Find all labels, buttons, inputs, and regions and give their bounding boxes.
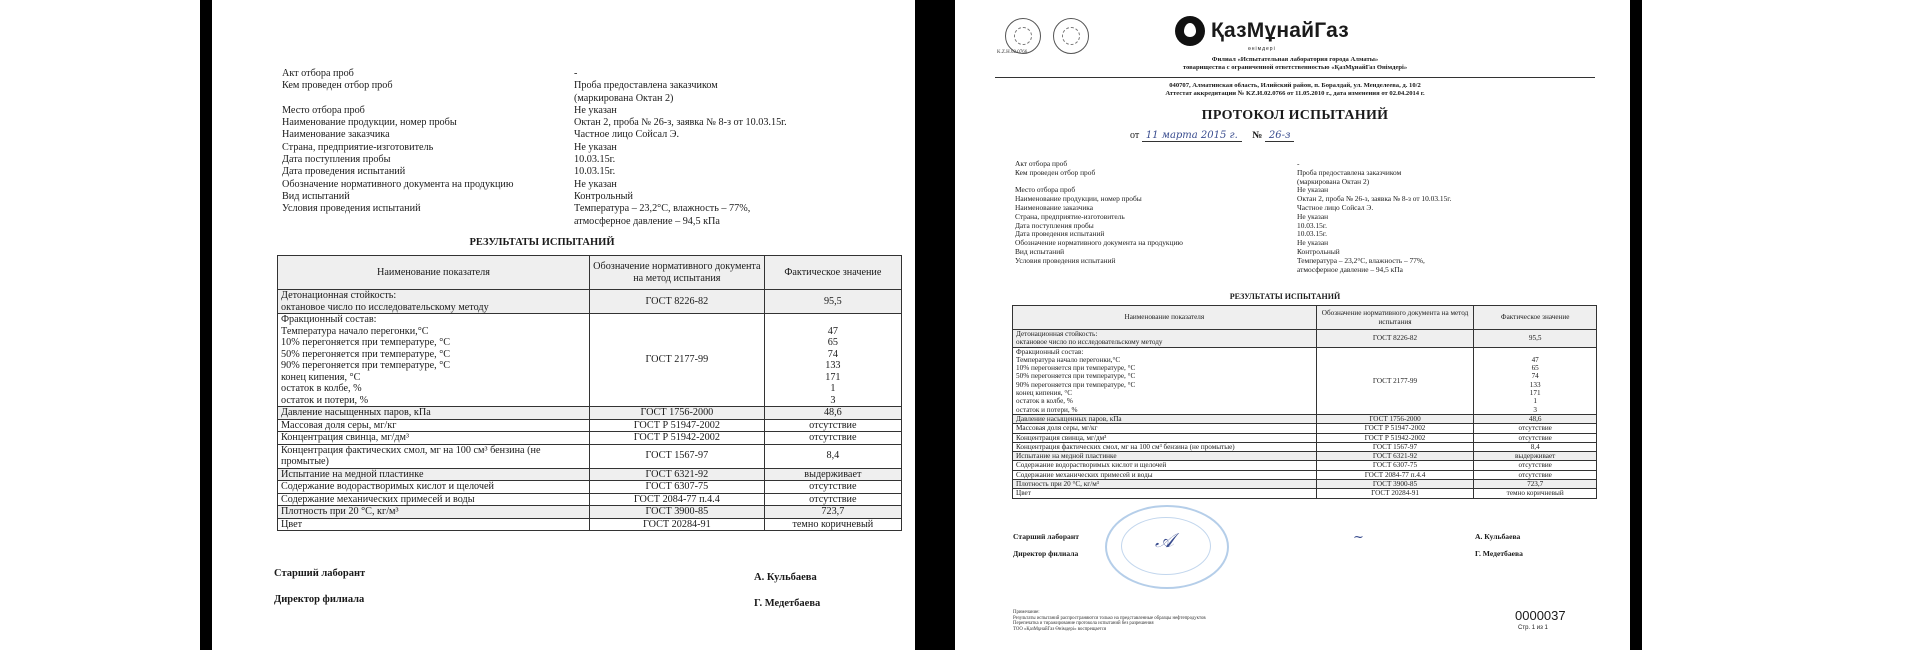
info-value: 10.03.15г. xyxy=(574,166,616,178)
organization-line: Филиал «Испытательная лаборатория города Алматы» xyxy=(1211,56,1379,63)
param-name: остаток в колбе, % xyxy=(281,383,362,394)
info-label: Обозначение нормативного документа на продукцию xyxy=(282,178,514,190)
footnote-line: Примечание: xyxy=(1013,610,1040,615)
info-label: Наименование продукции, номер пробы xyxy=(1015,194,1142,204)
table-row xyxy=(1013,424,1597,433)
param-name: 90% перегоняется при температуре, °С xyxy=(281,360,451,371)
param-name: Давление насыщенных паров, кПа xyxy=(1013,414,1317,423)
value-cell: 1 xyxy=(830,383,836,394)
param-name: остаток и потери, % xyxy=(281,394,369,406)
info-label: Дата проведения испытаний xyxy=(1015,229,1105,239)
value-cell: 723,7 xyxy=(764,506,901,519)
method-cell: ГОСТ 3900-85 xyxy=(590,506,765,519)
param-name: октановое число по исследовательскому методу xyxy=(281,301,489,313)
drop-logo-icon xyxy=(1175,16,1205,46)
value-cell: 3 xyxy=(830,394,836,406)
value-cell: 47 xyxy=(827,325,838,337)
column-header: Фактическое значение xyxy=(1474,306,1597,330)
value-cell: 95,5 xyxy=(764,290,901,314)
table-row xyxy=(278,407,902,420)
divider xyxy=(995,77,1595,78)
value-cell: 65 xyxy=(1531,364,1539,373)
info-row xyxy=(282,203,882,215)
param-name: Плотность при 20 °С, кг/м³ xyxy=(1013,480,1317,489)
table-row xyxy=(1013,442,1597,451)
footnote-line: Перепечатка и тиражирование протокола испытаний без разрешения xyxy=(1013,621,1154,627)
info-label: Дата поступления пробы xyxy=(1015,220,1094,230)
param-name: Массовая доля серы, мг/кг xyxy=(1013,424,1317,433)
director-name: Г. Медетбаева xyxy=(1475,549,1523,558)
info-value: (маркирована Октан 2) xyxy=(1297,176,1370,186)
table-row xyxy=(1013,461,1597,470)
info-value: 10.03.15г. xyxy=(1297,220,1327,230)
method-cell: ГОСТ 6321-92 xyxy=(1316,452,1474,461)
results-table xyxy=(277,255,902,531)
footnote-line: ТОО «ҚазМұнайГаз Өнімдері» воспрещается xyxy=(1013,626,1107,632)
param-name: Цвет xyxy=(278,518,590,531)
info-label: Страна, предприятие-изготовитель xyxy=(282,141,434,153)
info-label: Вид испытаний xyxy=(282,190,350,202)
param-name: 10% перегоняется при температуре, °С xyxy=(1016,364,1136,373)
table-row xyxy=(278,444,902,468)
info-row xyxy=(282,129,882,141)
info-label: Вид испытаний xyxy=(1015,246,1065,256)
value-cell: 47 xyxy=(1531,355,1539,364)
param-name: Концентрация фактических смол, мг на 100 см³ бензина (не промытые) xyxy=(278,444,590,468)
param-name: Содержание механических примесей и воды xyxy=(278,493,590,506)
info-row xyxy=(282,68,882,80)
column-header: Фактическое значение xyxy=(764,256,901,290)
param-name: 50% перегоняется при температуре, °С xyxy=(281,348,451,360)
param-name: Детонационная стойкость: xyxy=(281,290,397,301)
info-label: Наименование заказчика xyxy=(282,129,390,141)
table-row xyxy=(1013,489,1597,498)
table-row xyxy=(278,419,902,432)
lab-signatory-name: А. Кульбаева xyxy=(754,572,817,583)
info-value: Не указан xyxy=(1297,238,1329,248)
param-name: Испытание на медной пластинке xyxy=(1013,452,1317,461)
lab-signature: ~ xyxy=(1353,530,1364,545)
accreditation-logos xyxy=(1005,18,1089,54)
protocol-title: ПРОТОКОЛ ИСПЫТАНИЙ xyxy=(1201,108,1389,123)
param-name: Концентрация свинца, мг/дм³ xyxy=(278,432,590,445)
table-row xyxy=(1013,347,1597,414)
info-value: 10.03.15г. xyxy=(1297,229,1327,239)
info-row xyxy=(282,179,882,191)
table-row xyxy=(1013,433,1597,442)
table-row xyxy=(278,481,902,494)
value-cell: 48,6 xyxy=(1474,414,1597,423)
method-cell: ГОСТ 8226-82 xyxy=(590,290,765,314)
info-value: Контрольный xyxy=(574,190,633,202)
param-name: Температура начало перегонки,°С xyxy=(281,325,429,337)
value-cell: темно коричневый xyxy=(764,518,901,531)
results-title: РЕЗУЛЬТАТЫ ИСПЫТАНИЙ xyxy=(1229,292,1341,301)
value-cell: отсутствие xyxy=(1474,424,1597,433)
column-header: Наименование показателя xyxy=(278,256,590,290)
value-cell: отсутствие xyxy=(1474,470,1597,479)
param-name: Массовая доля серы, мг/кг xyxy=(278,419,590,432)
param-name: Концентрация фактических смол, мг на 100 см³ бензина (не промытые) xyxy=(1013,442,1317,451)
value-cell: 133 xyxy=(1529,380,1541,389)
param-name: конец кипения, °С xyxy=(1016,389,1073,398)
info-value: (маркирована Октан 2) xyxy=(574,92,674,104)
info-value: Не указан xyxy=(1297,211,1329,221)
info-row xyxy=(282,216,882,228)
table-row xyxy=(278,468,902,481)
method-cell: ГОСТ 6307-75 xyxy=(590,481,765,494)
info-label: Кем проведен отбор проб xyxy=(282,80,393,92)
param-name: остаток и потери, % xyxy=(1016,405,1078,414)
info-row xyxy=(282,142,882,154)
value-cell: 8,4 xyxy=(764,444,901,468)
info-value: Частное лицо Сойсал Э. xyxy=(574,129,679,141)
lab-signatory-name: А. Кульбаева xyxy=(1475,532,1521,541)
number-label: № xyxy=(1252,130,1263,141)
value-cell: темно коричневый xyxy=(1474,489,1597,498)
param-name: октановое число по исследовательскому методу xyxy=(1016,338,1163,347)
info-label: Место отбора проб xyxy=(1015,185,1076,195)
table-row xyxy=(278,432,902,445)
value-cell: 3 xyxy=(1533,405,1537,414)
table-row xyxy=(1013,480,1597,489)
value-cell: отсутствие xyxy=(764,419,901,432)
black-border xyxy=(915,0,955,650)
info-label: Наименование продукции, номер пробы xyxy=(282,117,457,129)
method-cell: ГОСТ 6321-92 xyxy=(590,468,765,481)
value-cell: 8,4 xyxy=(1474,442,1597,451)
param-name: остаток в колбе, % xyxy=(1016,397,1073,406)
param-name: Фракционный состав: xyxy=(281,314,377,325)
column-header: Наименование показателя xyxy=(1013,306,1317,330)
info-value: Контрольный xyxy=(1297,246,1340,256)
value-cell: отсутствие xyxy=(764,493,901,506)
results-title: РЕЗУЛЬТАТЫ ИСПЫТАНИЙ xyxy=(469,237,615,248)
ilac-logo-icon xyxy=(1053,18,1089,54)
method-cell: ГОСТ Р 51942-2002 xyxy=(1316,433,1474,442)
lab-signatory-title: Старший лаборант xyxy=(1013,532,1079,541)
column-header: Обозначение нормативного документа на метод испытания xyxy=(590,256,765,290)
accreditation-caption: K.Z.H.02.0766 xyxy=(997,50,1028,55)
param-name: Температура начало перегонки,°С xyxy=(1016,355,1121,364)
info-label xyxy=(282,93,574,105)
info-label: Акт отбора проб xyxy=(282,68,354,79)
value-cell: отсутствие xyxy=(764,481,901,494)
info-label: Условия проведения испытаний xyxy=(282,203,421,215)
value-cell: отсутствие xyxy=(764,432,901,445)
info-label: Наименование заказчика xyxy=(1015,202,1094,212)
table-row xyxy=(1013,330,1597,348)
info-label: Страна, предприятие-изготовитель xyxy=(1015,211,1125,221)
info-label: Обозначение нормативного документа на продукцию xyxy=(1015,238,1183,248)
table-row xyxy=(278,506,902,519)
method-cell: ГОСТ Р 51947-2002 xyxy=(1316,424,1474,433)
info-value: Проба предоставлена заказчиком xyxy=(574,80,718,92)
method-cell: ГОСТ 2084-77 п.4.4 xyxy=(590,493,765,506)
results-table xyxy=(1012,305,1597,499)
method-cell: ГОСТ 8226-82 xyxy=(1316,330,1474,348)
info-row xyxy=(282,166,882,178)
accreditation-line: Аттестат аккредитации № KZ.И.02.0766 от 11.05.2010 г., дата изменения от 02.04.2014 г. xyxy=(1165,90,1425,97)
param-name: 50% перегоняется при температуре, °С xyxy=(1016,372,1136,381)
info-value: Не указан xyxy=(574,141,617,153)
info-value: Не указан xyxy=(574,104,617,116)
param-name: Содержание механических примесей и воды xyxy=(1013,470,1317,479)
protocol-date xyxy=(1130,130,1294,141)
param-name: Содержание водорастворимых кислот и щелочей xyxy=(278,481,590,494)
value-cell: 65 xyxy=(827,337,838,348)
param-name: 90% перегоняется при температуре, °С xyxy=(1016,380,1136,389)
lab-signatory-title: Старший лаборант xyxy=(274,568,366,579)
method-cell: ГОСТ 3900-85 xyxy=(1316,480,1474,489)
organization-line: товарищества с ограниченной ответственностью «ҚазМұнайГаз Өнімдері» xyxy=(1182,64,1408,71)
method-cell: ГОСТ 2177-99 xyxy=(590,314,765,407)
footnote xyxy=(1013,610,1333,632)
info-row xyxy=(282,154,882,166)
method-cell: ГОСТ 20284-91 xyxy=(590,518,765,531)
value-cell: 171 xyxy=(825,371,841,383)
protocol-page-right xyxy=(955,0,1630,650)
protocol-page-left xyxy=(212,0,915,650)
value-cell: 48,6 xyxy=(764,407,901,420)
value-cell: 133 xyxy=(825,360,841,371)
table-row xyxy=(278,518,902,531)
param-name: 10% перегоняется при температуре, °С xyxy=(281,337,451,348)
info-value: атмосферное давление – 94,5 кПа xyxy=(574,215,720,227)
method-cell: ГОСТ 2177-99 xyxy=(1316,347,1474,414)
info-label: Дата поступления пробы xyxy=(282,154,391,166)
handwritten-date: 11 марта 2015 г. xyxy=(1142,130,1242,142)
value-cell: выдерживает xyxy=(1474,452,1597,461)
info-row xyxy=(282,80,882,92)
company-logo xyxy=(1175,16,1349,52)
param-name: Давление насыщенных паров, кПа xyxy=(278,407,590,420)
value-cell: 171 xyxy=(1529,389,1541,398)
method-cell: ГОСТ 6307-75 xyxy=(1316,461,1474,470)
param-name: конец кипения, °С xyxy=(281,371,361,383)
method-cell: ГОСТ 1756-2000 xyxy=(590,407,765,420)
value-cell: отсутствие xyxy=(1474,433,1597,442)
info-value: - xyxy=(1297,159,1300,168)
table-row xyxy=(278,314,902,407)
param-name: Содержание водорастворимых кислот и щелочей xyxy=(1013,461,1317,470)
param-name: Фракционный состав: xyxy=(1016,347,1084,356)
table-row xyxy=(1013,452,1597,461)
value-cell: отсутствие xyxy=(1474,461,1597,470)
info-value: Проба предоставлена заказчиком xyxy=(1297,167,1402,177)
table-row xyxy=(1013,470,1597,479)
method-cell: ГОСТ 1567-97 xyxy=(1316,442,1474,451)
method-cell: ГОСТ 1567-97 xyxy=(590,444,765,468)
info-value: Октан 2, проба № 26-з, заявка № 8-з от 10.03.15г. xyxy=(574,117,787,129)
address-line: 040707, Алматинская область, Илийский район, п. Боралдай, ул. Менделеева, д. 10/2 xyxy=(1169,82,1421,89)
black-border xyxy=(1630,0,1642,650)
param-name: Детонационная стойкость: xyxy=(1016,330,1098,338)
method-cell: ГОСТ 1756-2000 xyxy=(1316,414,1474,423)
method-cell: ГОСТ Р 51947-2002 xyxy=(590,419,765,432)
table-row xyxy=(278,290,902,314)
column-header: Обозначение нормативного документа на метод испытания xyxy=(1316,306,1474,330)
info-row xyxy=(282,105,882,117)
brand-subtitle: өнімдері xyxy=(1248,46,1276,52)
value-cell: 74 xyxy=(1531,372,1539,381)
black-border xyxy=(200,0,212,650)
param-name: Концентрация свинца, мг/дм³ xyxy=(1013,433,1317,442)
info-row xyxy=(1015,266,1615,275)
brand-name: ҚазМұнайГаз xyxy=(1211,19,1349,42)
value-cell: 95,5 xyxy=(1474,330,1597,348)
info-row xyxy=(282,117,882,129)
date-prefix: от xyxy=(1130,130,1140,141)
info-value: Не указан xyxy=(1297,185,1329,195)
method-cell: ГОСТ Р 51942-2002 xyxy=(590,432,765,445)
value-cell: 723,7 xyxy=(1474,480,1597,489)
info-label: Акт отбора проб xyxy=(1015,159,1068,168)
info-value: Температура – 23,2°С, влажность – 77%, xyxy=(574,203,751,215)
sample-info xyxy=(282,68,882,228)
info-value: атмосферное давление – 94,5 кПа xyxy=(1297,264,1403,274)
info-label xyxy=(1015,266,1297,275)
table-row xyxy=(278,493,902,506)
info-label: Кем проведен отбор проб xyxy=(1015,167,1096,177)
serial-number: 0000037 xyxy=(1515,608,1566,623)
director-signature: 𝒜 xyxy=(1155,528,1174,552)
method-cell: ГОСТ 20284-91 xyxy=(1316,489,1474,498)
info-value: Частное лицо Сойсал Э. xyxy=(1297,202,1374,212)
director-title: Директор филиала xyxy=(274,594,365,605)
value-cell: 74 xyxy=(827,348,838,360)
director-title: Директор филиала xyxy=(1013,549,1079,558)
info-value: Температура – 23,2°С, влажность – 77%, xyxy=(1297,255,1425,265)
page-number: Стр. 1 из 1 xyxy=(1518,625,1548,631)
info-value: Октан 2, проба № 26-з, заявка № 8-з от 10.03.15г. xyxy=(1297,194,1452,204)
info-row xyxy=(282,191,882,203)
director-name: Г. Медетбаева xyxy=(754,598,821,609)
value-cell: выдерживает xyxy=(764,468,901,481)
handwritten-number: 26-з xyxy=(1265,130,1295,142)
footnote-line: Результаты испытаний распространяются только на представленные образцы нефтепродуктов xyxy=(1013,615,1206,621)
param-name: Испытание на медной пластинке xyxy=(278,468,590,481)
info-row xyxy=(282,93,882,105)
table-row xyxy=(1013,414,1597,423)
info-value: - xyxy=(574,68,578,79)
param-name: Плотность при 20 °С, кг/м³ xyxy=(278,506,590,519)
info-label: Дата проведения испытаний xyxy=(282,166,406,178)
value-cell: 1 xyxy=(1533,397,1537,406)
param-name: Цвет xyxy=(1013,489,1317,498)
sample-info xyxy=(1015,160,1615,274)
info-label xyxy=(282,216,574,228)
info-label: Место отбора проб xyxy=(282,104,365,116)
info-value: 10.03.15г. xyxy=(574,154,616,166)
info-value: Не указан xyxy=(574,178,617,190)
accreditation-seal-icon xyxy=(1005,18,1041,54)
info-label: Условия проведения испытаний xyxy=(1015,255,1116,265)
method-cell: ГОСТ 2084-77 п.4.4 xyxy=(1316,470,1474,479)
